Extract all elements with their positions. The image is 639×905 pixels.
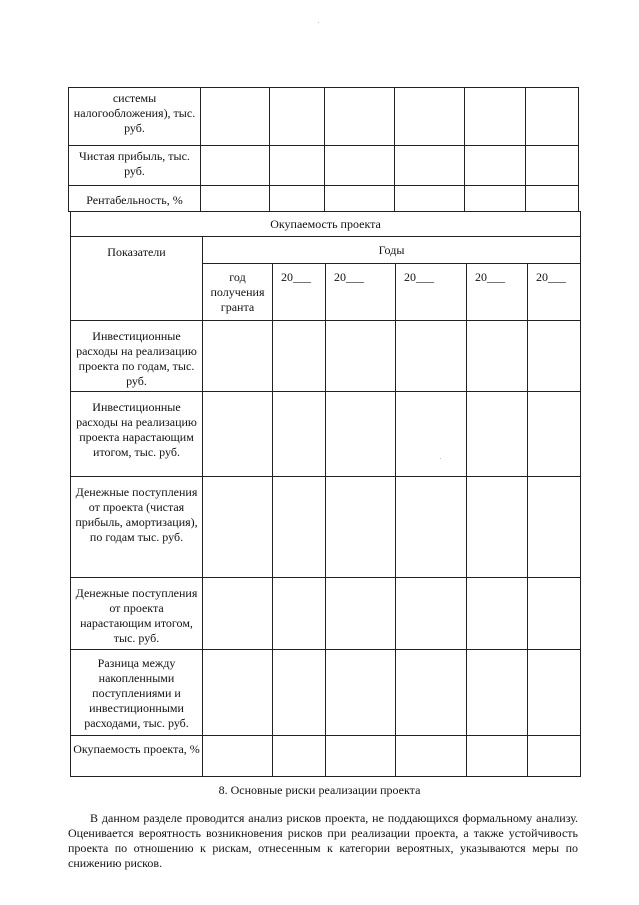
table-cell (203, 578, 273, 650)
payback-table (70, 211, 581, 777)
table-cell (270, 88, 325, 146)
year-column: 20___ (528, 264, 581, 321)
table-cell (395, 146, 465, 186)
table-cell (467, 736, 528, 777)
table-header-row (71, 237, 581, 264)
table-cell (201, 186, 270, 212)
table-cell (467, 477, 528, 578)
table-cell (326, 392, 396, 477)
table-cell (465, 146, 526, 186)
table-row (71, 212, 581, 237)
table-row (71, 477, 581, 578)
scan-speck (318, 22, 319, 23)
table-cell (273, 477, 326, 578)
row-label-payback: Окупаемость проекта, % (71, 736, 203, 777)
table-cell (396, 392, 467, 477)
table-cell (325, 146, 395, 186)
table-cell (201, 146, 270, 186)
table-cell (326, 736, 396, 777)
table-cell (526, 146, 579, 186)
table-cell (528, 578, 581, 650)
year-column: 20___ (467, 264, 528, 321)
section-title: Окупаемость проекта (71, 212, 581, 237)
table-cell (528, 392, 581, 477)
table-cell (528, 321, 581, 392)
table-row (71, 392, 581, 477)
table-row (71, 321, 581, 392)
table-cell (526, 186, 579, 212)
year-column: 20___ (396, 264, 467, 321)
table-cell (270, 186, 325, 212)
row-label-cash-inflows-cumulative: Денежные поступления от проекта нарастающим итогом, тыс. руб. (71, 578, 203, 650)
row-label-net-profit: Чистая прибыль, тыс. руб. (69, 146, 201, 186)
table-cell (467, 578, 528, 650)
indicators-header: Показатели (71, 237, 203, 321)
financial-indicators-table (68, 87, 579, 212)
table-row (71, 736, 581, 777)
year-column: 20___ (326, 264, 396, 321)
table-cell (273, 650, 326, 736)
table-cell (395, 88, 465, 146)
row-label-difference: Разница между накопленными поступлениями и инвестиционными расходами, тыс. руб. (71, 650, 203, 736)
year-column: 20___ (273, 264, 326, 321)
table-cell (273, 392, 326, 477)
table-cell (203, 392, 273, 477)
table-cell (203, 650, 273, 736)
table-row (71, 650, 581, 736)
table-row (69, 186, 579, 212)
row-label-cash-inflows-by-year: Денежные поступления от проекта (чистая прибыль, амортизация), по годам тыс. руб. (71, 477, 203, 578)
table-cell (528, 736, 581, 777)
table-cell (203, 477, 273, 578)
table-row (69, 88, 579, 146)
table-cell (326, 650, 396, 736)
table-cell (203, 321, 273, 392)
table-cell (396, 321, 467, 392)
row-label-tax-system: системы налогообложения), тыс. руб. (69, 88, 201, 146)
table-cell (326, 578, 396, 650)
table-cell (395, 186, 465, 212)
table-cell (467, 392, 528, 477)
table-cell (396, 736, 467, 777)
table-cell (528, 650, 581, 736)
row-label-profitability: Рентабельность, % (69, 186, 201, 212)
table-row (69, 146, 579, 186)
table-cell (396, 578, 467, 650)
table-cell (325, 88, 395, 146)
table-cell (325, 186, 395, 212)
table-cell (396, 650, 467, 736)
row-label-investment-by-year: Инвестиционные расходы на реализацию проекта по годам, тыс. руб. (71, 321, 203, 392)
table-cell (273, 578, 326, 650)
year-column-grant: год получения гранта (203, 264, 273, 321)
table-row (71, 578, 581, 650)
table-cell (528, 477, 581, 578)
table-cell (273, 736, 326, 777)
table-cell (467, 321, 528, 392)
table-cell (526, 88, 579, 146)
years-header: Годы (203, 237, 581, 264)
table-cell (326, 321, 396, 392)
table-cell (201, 88, 270, 146)
table-cell (467, 650, 528, 736)
table-cell (396, 477, 467, 578)
table-cell (203, 736, 273, 777)
body-paragraph: В данном разделе проводится анализ рисков проекта, не поддающихся формальному анализу. Оценивается вероятность возникновения рисков при реализации проекта, а также устойчивость проекта по отношению к рискам, отнесенным к категории вероятных, указываются меры по снижению рисков. (68, 811, 578, 870)
table-cell (465, 186, 526, 212)
table-cell (465, 88, 526, 146)
section-heading: 8. Основные риски реализации проекта (218, 783, 421, 797)
table-cell (326, 477, 396, 578)
row-label-investment-cumulative: Инвестиционные расходы на реализацию проекта нарастающим итогом, тыс. руб. (71, 392, 203, 477)
scan-speck (440, 458, 441, 459)
table-cell (270, 146, 325, 186)
table-cell (273, 321, 326, 392)
